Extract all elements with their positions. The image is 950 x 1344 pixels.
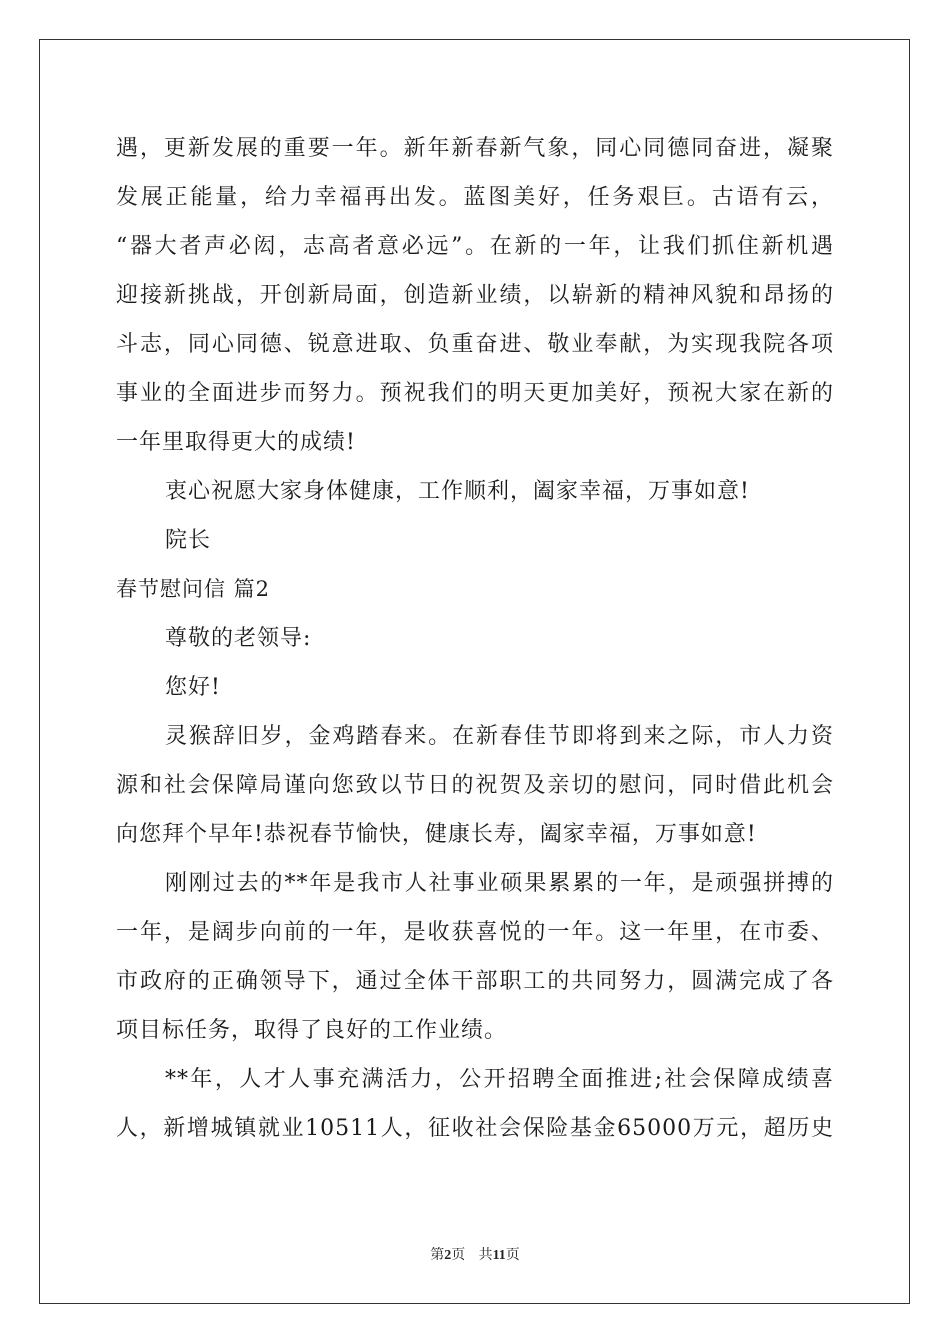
section-heading: 春节慰问信 篇2 (116, 577, 271, 601)
text-line: 斗志，同心同德、锐意进取、负重奋进、敬业奉献，为实现我院各项 (116, 332, 834, 357)
text-line: 人，新增城镇就业10511人，征收社会保险基金65000万元，超历史 (116, 1116, 834, 1141)
greeting: 您好! (165, 675, 221, 700)
text-line: 项目标任务，取得了良好的工作业绩。 (116, 1018, 508, 1043)
text-line: 向您拜个早年!恭祝春节愉快，健康长寿，阖家幸福，万事如意! (116, 822, 757, 847)
page-footer (0, 1244, 950, 1264)
text-line: 迎接新挑战，开创新局面，创造新业绩，以崭新的精神风貌和昂扬的 (116, 283, 834, 308)
text-line: 遇，更新发展的重要一年。新年新春新气象，同心同德同奋进，凝聚 (116, 136, 834, 161)
total-pages: 11 (492, 1248, 506, 1263)
text-line: 一年，是阔步向前的一年，是收获喜悦的一年。这一年里，在市委、 (116, 920, 834, 945)
text-line: 刚刚过去的**年是我市人社事业硕果累累的一年，是顽强拼搏的 (165, 871, 834, 896)
salutation: 尊敬的老领导: (165, 626, 312, 651)
text-line: 发展正能量，给力幸福再出发。蓝图美好，任务艰巨。古语有云， (116, 185, 834, 210)
page-unit: 页 (451, 1247, 466, 1263)
text-line: 灵猴辞旧岁，金鸡踏春来。在新春佳节即将到来之际，市人力资 (165, 724, 834, 749)
document-body (116, 124, 834, 1153)
text-line: 事业的全面进步而努力。预祝我们的明天更加美好，预祝大家在新的 (116, 381, 834, 406)
page-number: 2 (444, 1248, 452, 1263)
text-line: 一年里取得更大的成绩! (116, 430, 356, 455)
total-unit: 页 (505, 1247, 520, 1263)
text-line: **年，人才人事充满活力，公开招聘全面推进;社会保障成绩喜 (165, 1067, 834, 1092)
text-line: 源和社会保障局谨向您致以节日的祝贺及亲切的慰问，同时借此机会 (116, 773, 834, 798)
total-prefix: 共 (478, 1247, 493, 1263)
closing-wish: 衷心祝愿大家身体健康，工作顺利，阖家幸福，万事如意! (165, 479, 750, 504)
page-prefix: 第 (430, 1247, 445, 1263)
signature: 院长 (165, 528, 212, 553)
text-line: “器大者声必闳，志高者意必远”。在新的一年，让我们抓住新机遇 (116, 234, 834, 259)
text-line: 市政府的正确领导下，通过全体干部职工的共同努力，圆满完成了各 (116, 969, 834, 994)
